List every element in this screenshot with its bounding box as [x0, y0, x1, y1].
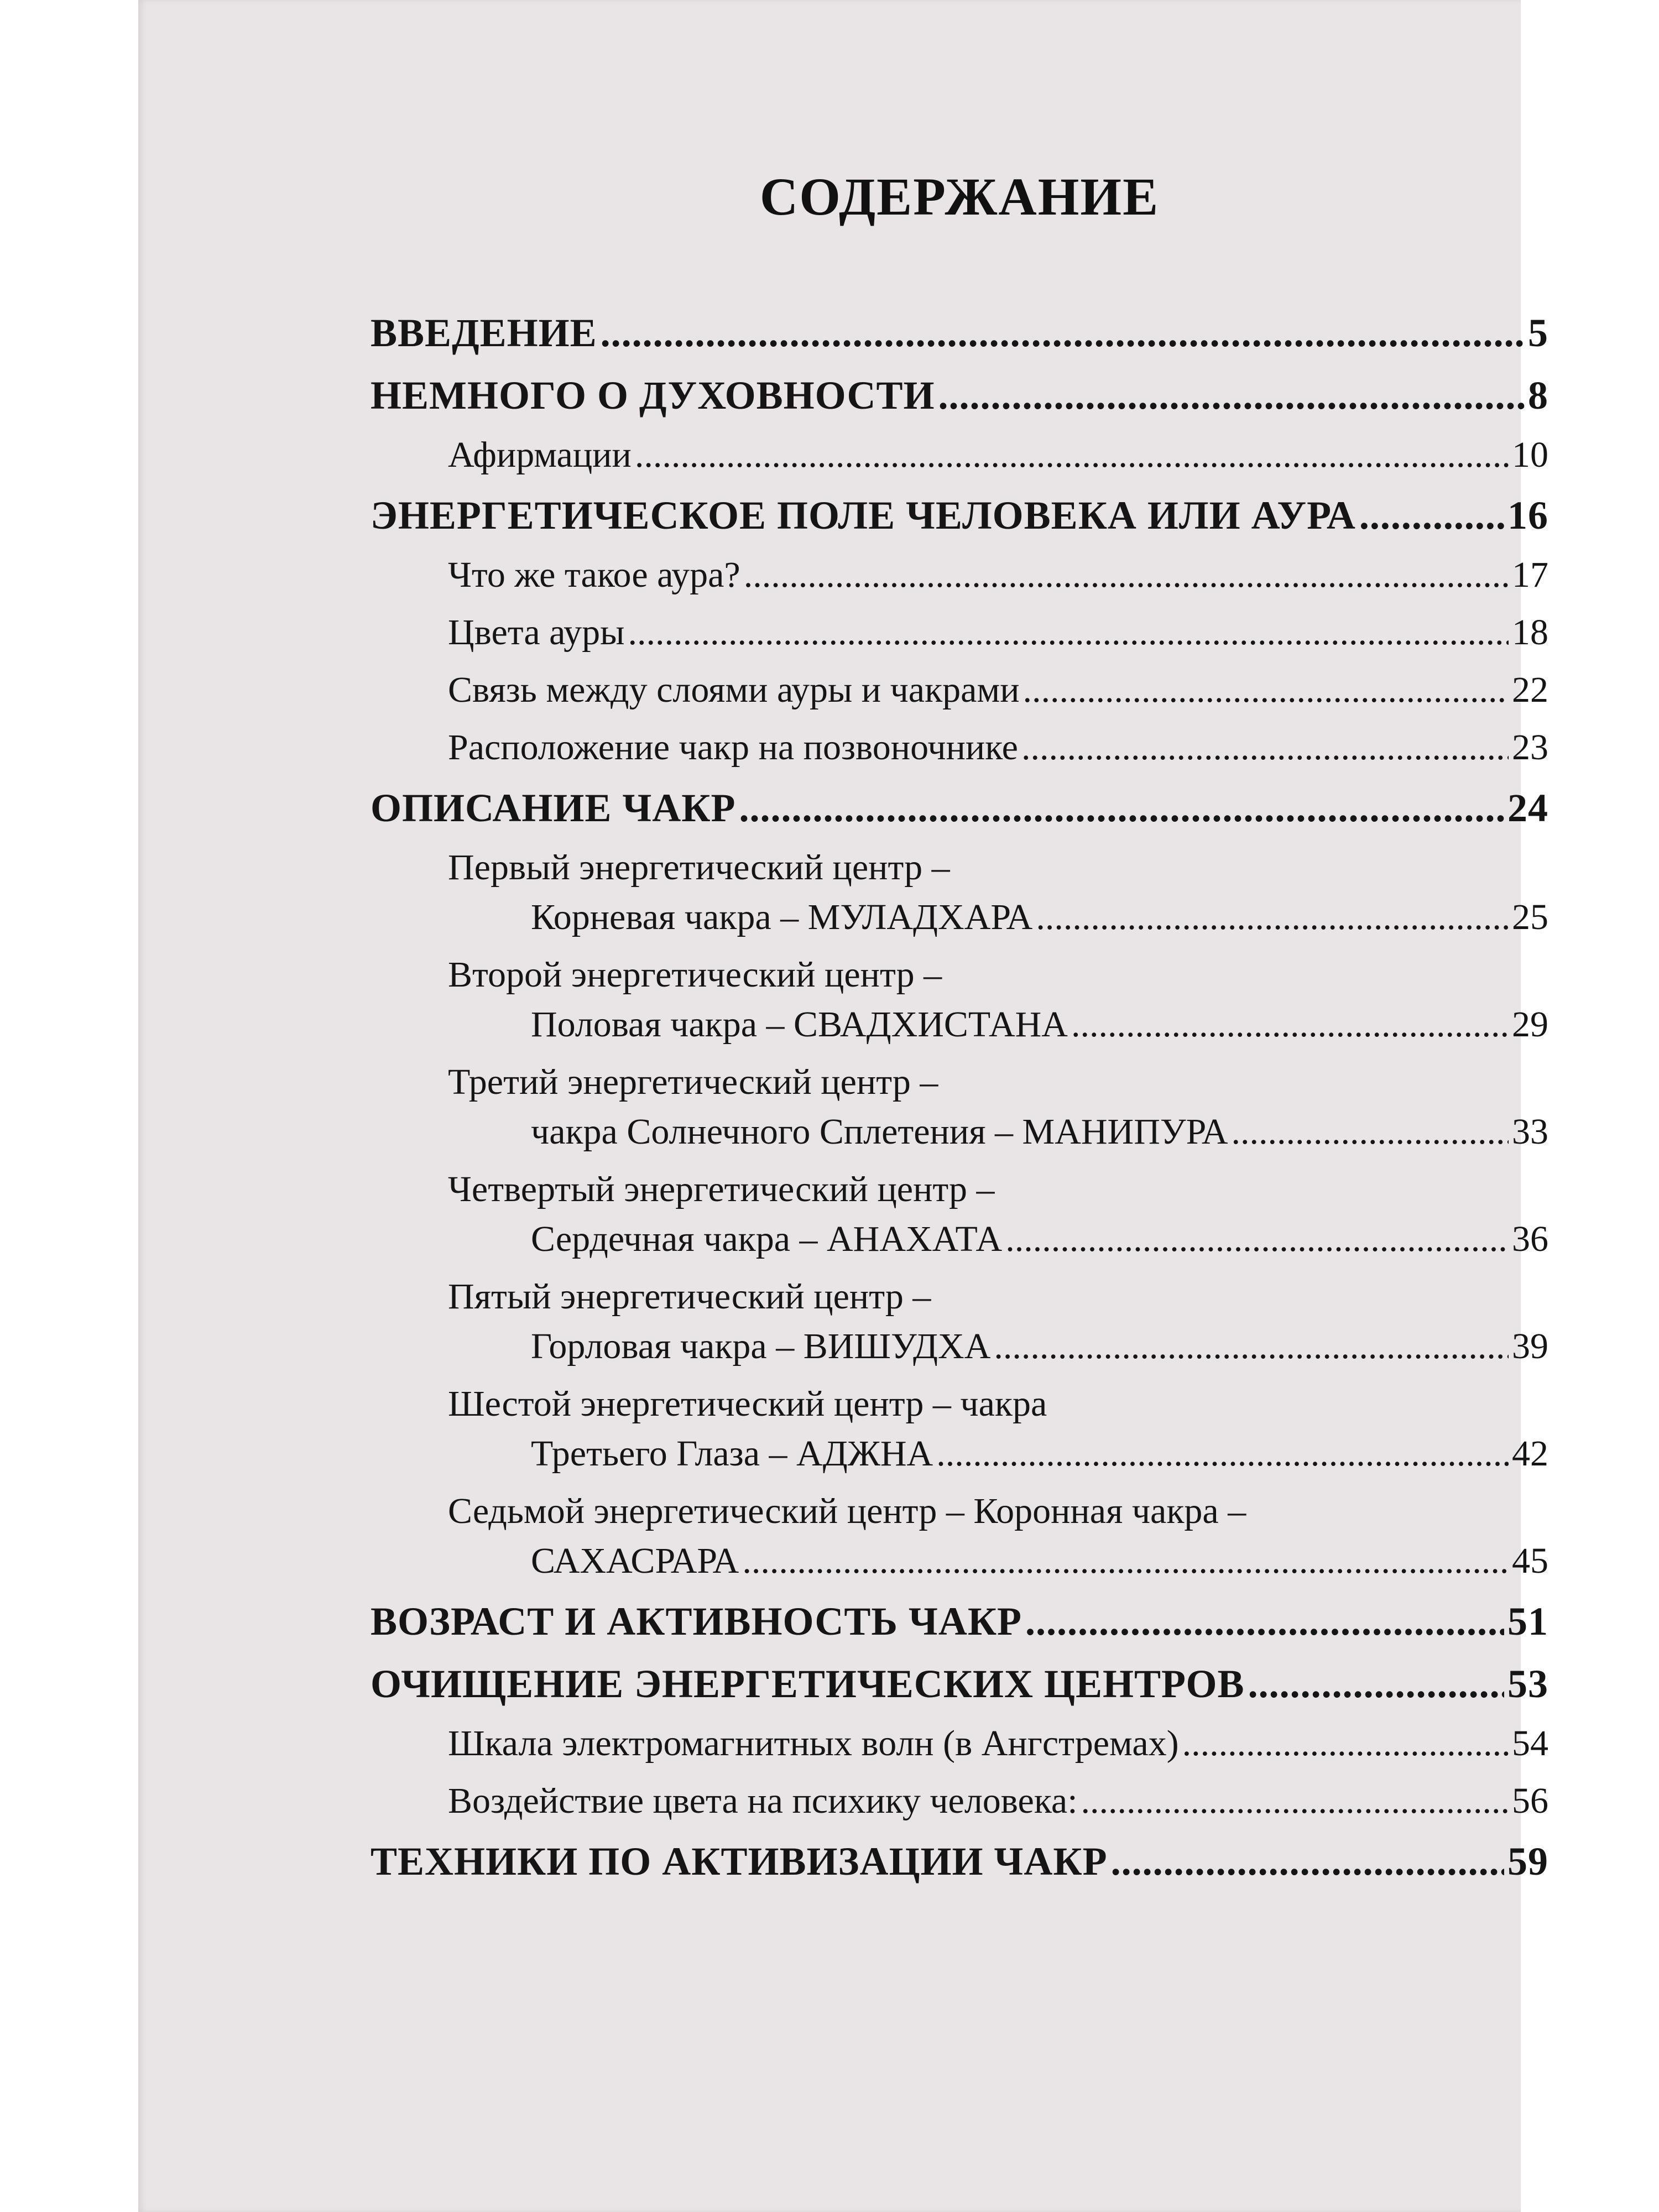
chapter-page-number: 59: [1507, 1839, 1548, 1884]
subsection-page-number: 17: [1512, 555, 1548, 595]
leader-dots: [1036, 896, 1509, 938]
toc-subsection: [448, 669, 1548, 711]
toc-subsection: [448, 847, 1548, 938]
leader-dots: [1021, 727, 1509, 769]
leader-dots: [1182, 1723, 1509, 1765]
toc-chapter-line: [371, 310, 1548, 356]
subsection-page-number: 29: [1512, 1004, 1548, 1045]
subsection-page-number: 39: [1512, 1326, 1548, 1366]
leader-dots: [1023, 669, 1509, 711]
subsection-page-number: 42: [1512, 1433, 1548, 1474]
toc-chapter: [371, 493, 1548, 539]
chapter-title: ОЧИЩЕНИЕ ЭНЕРГЕТИЧЕСКИХ ЦЕНТРОВ: [371, 1662, 1245, 1706]
toc-subsection: [448, 1061, 1548, 1153]
toc-subsection: [448, 1276, 1548, 1368]
toc-subsection: [448, 434, 1548, 476]
toc-subsection: [448, 1168, 1548, 1260]
leader-dots: [1111, 1839, 1504, 1885]
toc-subsection: [448, 1723, 1548, 1765]
subsection-title: Воздействие цвета на психику человека:: [448, 1781, 1078, 1821]
subsection-title: Третьего Глаза – АДЖНА: [531, 1433, 933, 1474]
toc-subsection: [448, 954, 1548, 1046]
chapter-page-number: 8: [1528, 373, 1548, 418]
chapter-title: ЭНЕРГЕТИЧЕСКОЕ ПОЛЕ ЧЕЛОВЕКА ИЛИ АУРА: [371, 493, 1356, 538]
subsection-page-number: 36: [1512, 1219, 1548, 1259]
toc-chapter-line: [371, 373, 1548, 419]
subsection-title-line1: Шестой энергетический центр – чакра: [448, 1384, 1047, 1424]
leader-dots: [742, 1540, 1509, 1582]
subsection-page-number: 54: [1512, 1723, 1548, 1764]
leader-dots: [739, 785, 1504, 831]
toc-subsection-line: [448, 1540, 1548, 1582]
leader-dots: [1081, 1780, 1509, 1822]
chapter-title: НЕМНОГО О ДУХОВНОСТИ: [371, 373, 935, 418]
leader-dots: [994, 1326, 1509, 1368]
leader-dots: [1232, 1111, 1509, 1153]
subsection-page-number: 45: [1512, 1541, 1548, 1581]
toc-subsection-line: [448, 1004, 1548, 1046]
subsection-title: САХАСРАРА: [531, 1541, 739, 1581]
subsection-title: Цвета ауры: [448, 612, 625, 653]
subsection-page-number: 18: [1512, 612, 1548, 653]
chapter-title: ВОЗРАСТ И АКТИВНОСТЬ ЧАКР: [371, 1599, 1022, 1644]
subsection-title-line1: Второй энергетический центр –: [448, 954, 942, 995]
toc-chapter-line: [371, 1661, 1548, 1707]
subsection-title-line1: Седьмой энергетический центр – Коронная чакра –: [448, 1491, 1246, 1531]
leader-dots: [1359, 493, 1504, 539]
subsection-title: Сердечная чакра – АНАХАТА: [531, 1219, 1003, 1259]
leader-dots: [744, 554, 1509, 596]
chapter-title: ВВЕДЕНИЕ: [371, 311, 597, 355]
toc-subsection: [448, 1780, 1548, 1822]
subsection-title-line1: Пятый энергетический центр –: [448, 1276, 931, 1317]
subsection-page-number: 23: [1512, 727, 1548, 768]
subsection-title-line1: Первый энергетический центр –: [448, 847, 950, 888]
subsection-page-number: 10: [1512, 435, 1548, 475]
toc-chapter-line: [371, 1599, 1548, 1645]
toc-subsection-line: [448, 554, 1548, 596]
leader-dots: [1071, 1004, 1509, 1046]
toc-chapter: [371, 785, 1548, 831]
table-of-contents: [371, 166, 1548, 1900]
toc-subsection-line: [448, 1723, 1548, 1765]
leader-dots: [936, 1433, 1509, 1475]
page-title: СОДЕРЖАНИЕ: [759, 167, 1160, 226]
leader-dots: [635, 434, 1509, 476]
subsection-title: Шкала электромагнитных волн (в Ангстремах): [448, 1723, 1179, 1764]
subsection-title: Корневая чакра – МУЛАДХАРА: [531, 897, 1033, 937]
toc-subsection: [448, 1490, 1548, 1582]
subsection-title: чакра Солнечного Сплетения – МАНИПУРА: [531, 1112, 1228, 1152]
subsection-title: Что же такое аура?: [448, 555, 740, 595]
subsection-page-number: 25: [1512, 897, 1548, 937]
toc-chapter: [371, 1599, 1548, 1645]
leader-dots: [628, 612, 1509, 654]
book-page: [138, 0, 1548, 2212]
subsection-title-line1: Четвертый энергетический центр –: [448, 1169, 995, 1209]
toc-subsection-line: [448, 727, 1548, 769]
toc-subsection: [448, 1383, 1548, 1475]
chapter-page-number: 53: [1507, 1662, 1548, 1706]
leader-dots: [1025, 1599, 1504, 1645]
subsection-title: Афирмации: [448, 435, 632, 475]
subsection-page-number: 22: [1512, 670, 1548, 710]
leader-dots: [1005, 1218, 1509, 1260]
subsection-title-line1: Третий энергетический центр –: [448, 1062, 938, 1102]
toc-subsection-line: [448, 434, 1548, 476]
toc-chapter: [371, 1839, 1548, 1885]
chapter-title: ТЕХНИКИ ПО АКТИВИЗАЦИИ ЧАКР: [371, 1839, 1108, 1884]
subsection-title: Связь между слоями ауры и чакрами: [448, 670, 1020, 710]
subsection-title: Половая чакра – СВАДХИСТАНА: [531, 1004, 1068, 1045]
toc-subsection-line: [448, 612, 1548, 654]
subsection-page-number: 33: [1512, 1112, 1548, 1152]
chapter-page-number: 16: [1507, 493, 1548, 538]
toc-subsection-line: [448, 1433, 1548, 1475]
toc-subsection: [448, 727, 1548, 769]
subsection-page-number: 56: [1512, 1781, 1548, 1821]
toc-subsection-line: [448, 1111, 1548, 1153]
toc-chapter: [371, 373, 1548, 419]
leader-dots: [938, 373, 1525, 419]
toc-subsection-line: [448, 1780, 1548, 1822]
toc-subsection-line: [448, 669, 1548, 711]
chapter-title: ОПИСАНИЕ ЧАКР: [371, 786, 736, 830]
toc-chapter: [371, 310, 1548, 356]
toc-subsection-line: [448, 896, 1548, 938]
chapter-page-number: 51: [1507, 1599, 1548, 1644]
subsection-title: Расположение чакр на позвоночнике: [448, 727, 1018, 768]
toc-chapter-line: [371, 785, 1548, 831]
toc-chapter: [371, 1661, 1548, 1707]
subsection-title: Горловая чакра – ВИШУДХА: [531, 1326, 991, 1366]
chapter-page-number: 5: [1528, 311, 1548, 355]
toc-subsection-line: [448, 1218, 1548, 1260]
leader-dots: [1248, 1661, 1504, 1707]
toc-subsection-line: [448, 1326, 1548, 1368]
toc-chapter-line: [371, 1839, 1548, 1885]
toc-chapter-line: [371, 493, 1548, 539]
leader-dots: [601, 310, 1525, 356]
toc-subsection: [448, 612, 1548, 654]
chapter-page-number: 24: [1507, 786, 1548, 830]
toc-entries: [371, 310, 1548, 1885]
toc-subsection: [448, 554, 1548, 596]
